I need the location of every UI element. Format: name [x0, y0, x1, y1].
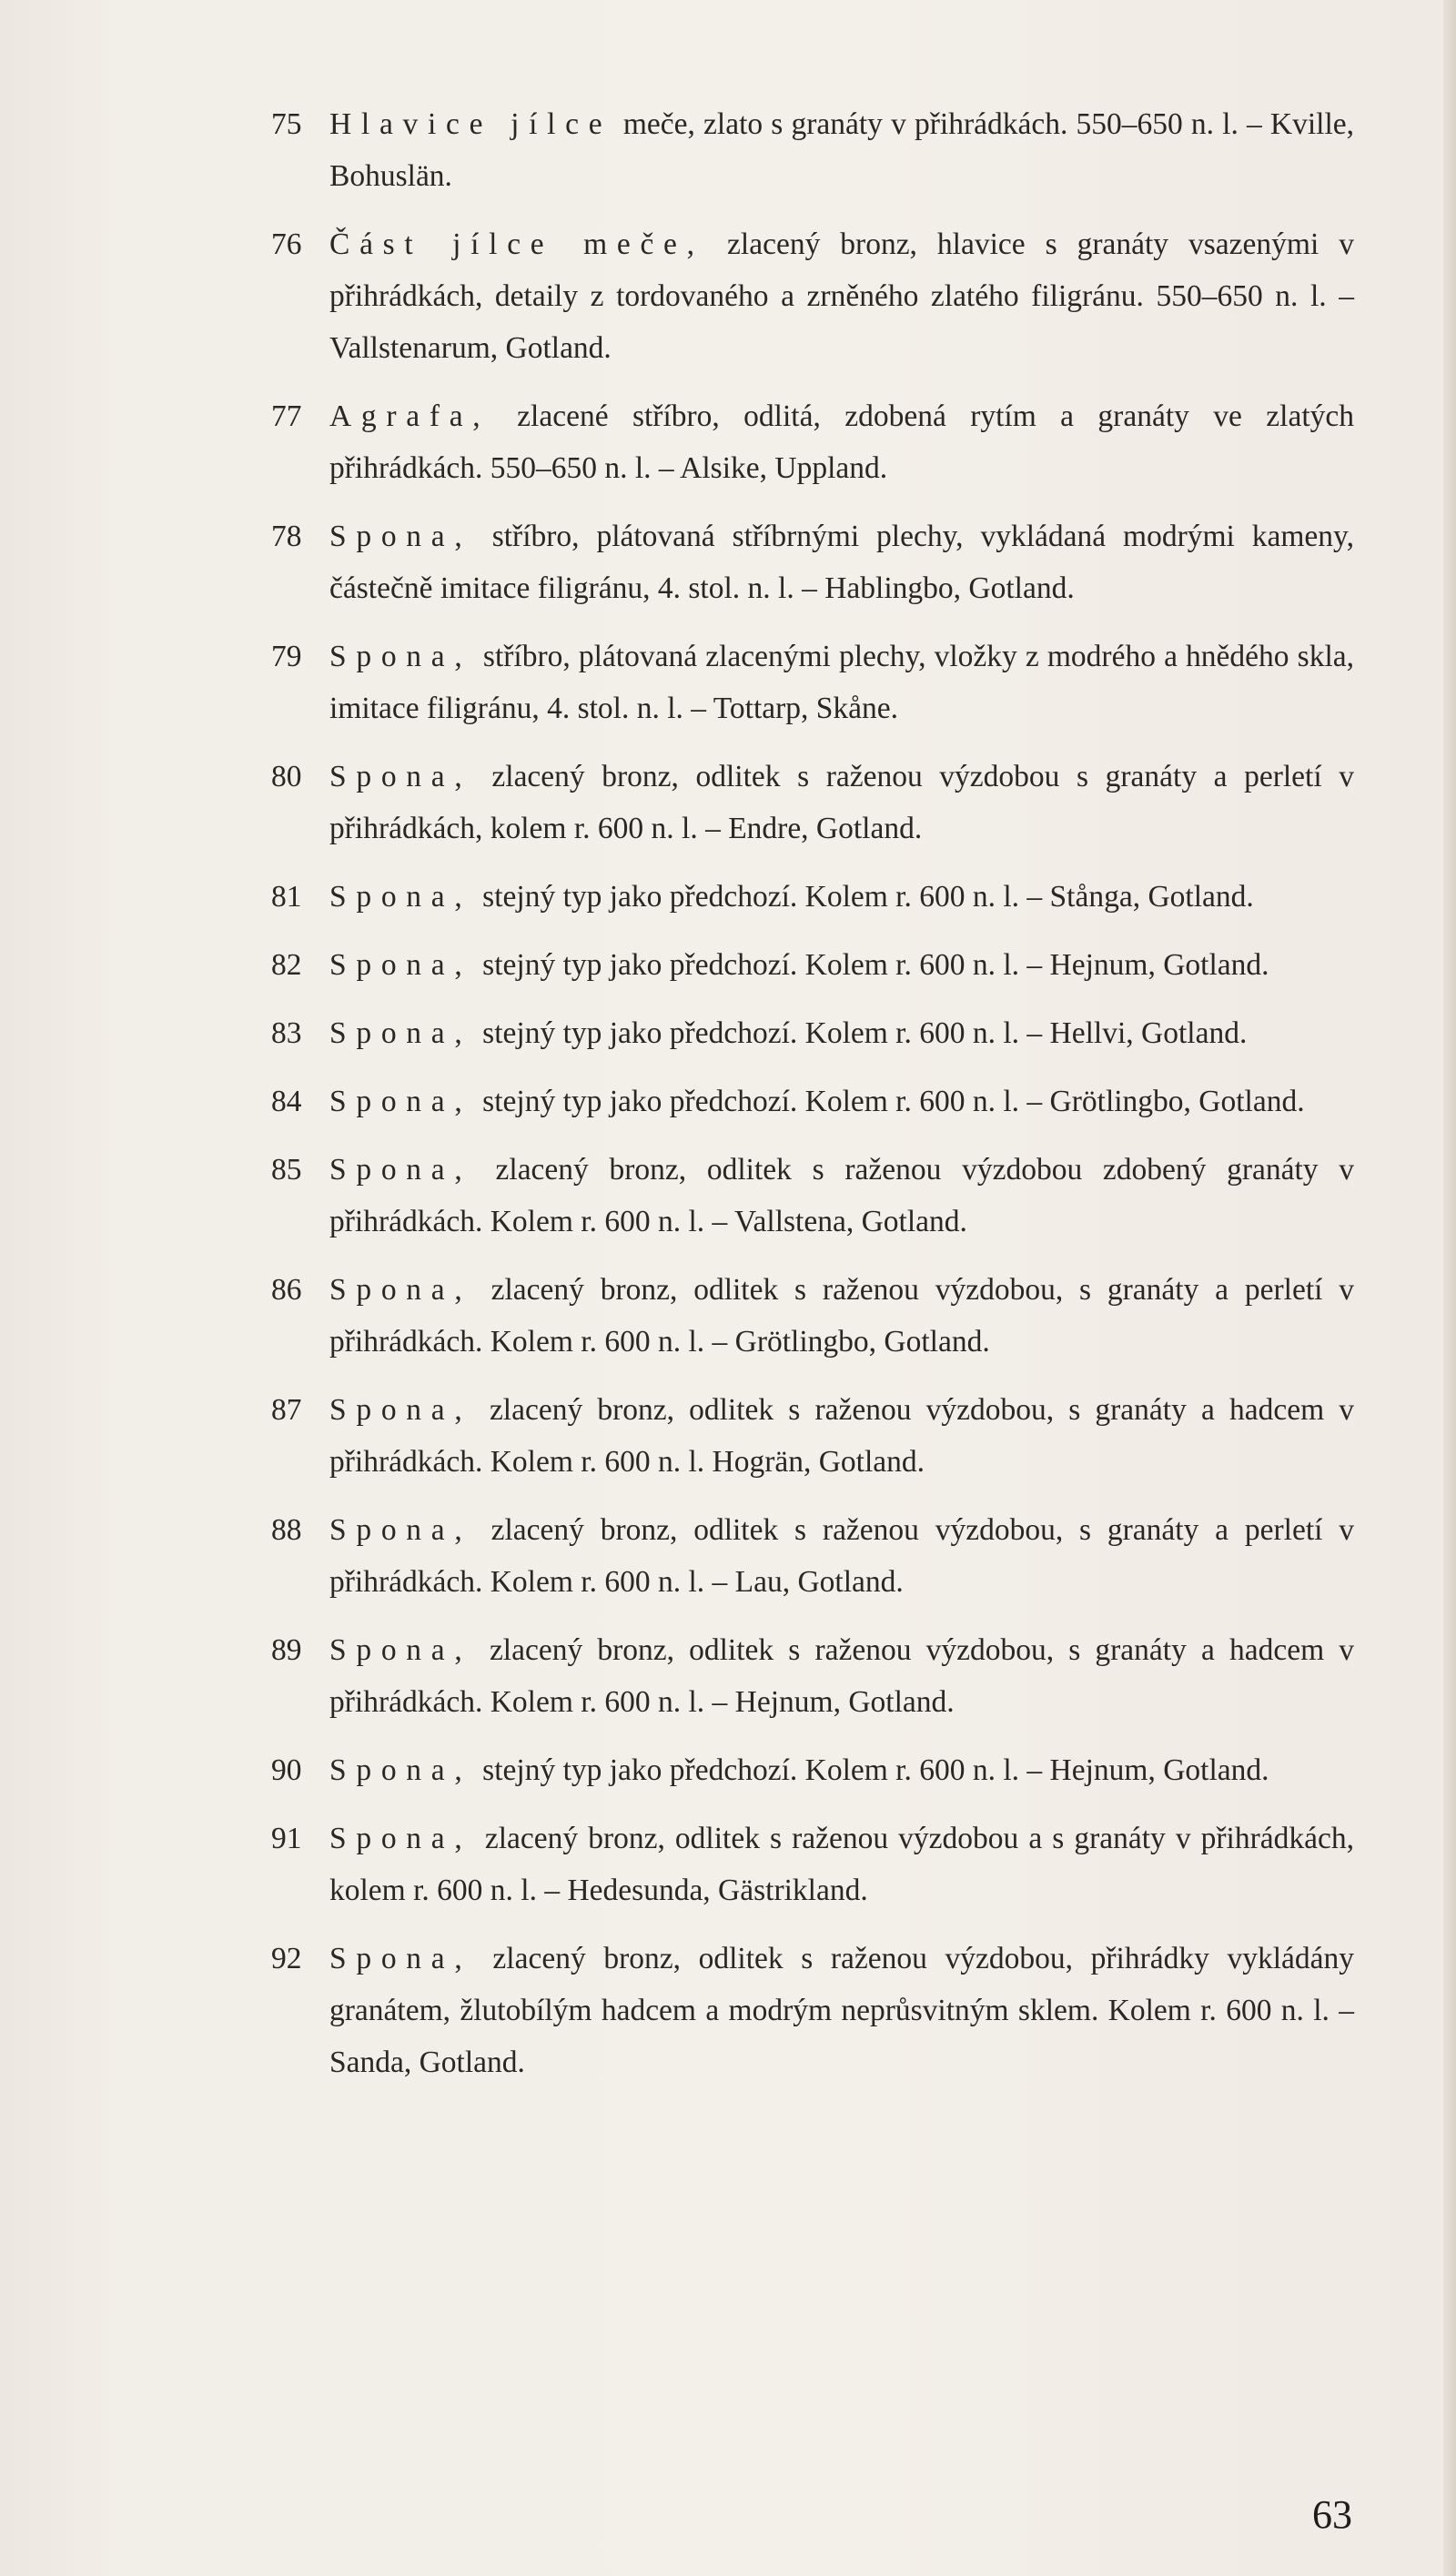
- entry-number: 78: [271, 520, 302, 553]
- page-number: 63: [1312, 2492, 1352, 2537]
- entry-text: zlacený bronz, odlitek s raženou výzdobou, s granáty a hadcem v přihrádkách. Kolem r. 600 n. l. Hogrän, Gotland.: [329, 1393, 1355, 1479]
- entry-term: Spona,: [329, 520, 472, 553]
- entry-term: Spona,: [329, 1822, 472, 1855]
- catalog-entry-82: [271, 939, 1354, 991]
- entry-body: [271, 1504, 1354, 1608]
- entry-text: zlacený bronz, odlitek s raženou výzdobou, přihrádky vykládány granátem, žlutobílým hadcem a modrým neprůsvitným sklem. Kolem r. 600 n. l. – Sanda, Gotland.: [329, 1942, 1355, 2079]
- entry-body: [271, 1744, 1354, 1796]
- catalog-entry-91: [271, 1813, 1354, 1916]
- entry-body: [271, 1144, 1354, 1248]
- entry-body: [271, 1264, 1354, 1368]
- entry-number: 83: [271, 1016, 302, 1050]
- entry-term: Spona,: [329, 1633, 472, 1667]
- catalog-entry-75: [271, 98, 1354, 202]
- entry-term: Spona,: [329, 1753, 472, 1787]
- entry-body: [271, 218, 1354, 374]
- entry-text: stejný typ jako předchozí. Kolem r. 600 n. l. – Hejnum, Gotland.: [482, 948, 1269, 982]
- entry-term: Spona,: [329, 948, 472, 982]
- entry-number: 84: [271, 1085, 302, 1118]
- entry-body: [271, 871, 1354, 923]
- entry-term: Spona,: [329, 640, 472, 673]
- entry-text: stejný typ jako předchozí. Kolem r. 600 n. l. – Grötlingbo, Gotland.: [482, 1085, 1305, 1118]
- entry-text: stejný typ jako předchozí. Kolem r. 600 n. l. – Hellvi, Gotland.: [482, 1016, 1248, 1050]
- entry-number: 91: [271, 1822, 302, 1855]
- catalog-entry-83: [271, 1007, 1354, 1059]
- entry-body: [271, 1076, 1354, 1127]
- entry-number: 88: [271, 1513, 302, 1547]
- entry-text: zlacený bronz, odlitek s raženou výzdobou zdobený granáty v přihrádkách. Kolem r. 600 n. l. – Vallstena, Gotland.: [329, 1153, 1354, 1238]
- page-edge: [1443, 0, 1456, 2576]
- entry-number: 86: [271, 1273, 302, 1307]
- entry-number: 81: [271, 880, 302, 914]
- catalog-entry-84: [271, 1076, 1354, 1127]
- entry-text: stejný typ jako předchozí. Kolem r. 600 n. l. – Stånga, Gotland.: [482, 880, 1254, 914]
- entry-body: [271, 1384, 1354, 1488]
- entry-term: Spona,: [329, 1153, 472, 1187]
- catalog-entry-85: [271, 1144, 1354, 1248]
- entry-term: Část jílce meče,: [329, 227, 704, 261]
- catalog-entry-87: [271, 1384, 1354, 1488]
- entry-number: 92: [271, 1942, 302, 1975]
- entry-term: Spona,: [329, 1273, 472, 1307]
- catalog-entry-86: [271, 1264, 1354, 1368]
- catalog-entry-77: [271, 390, 1354, 494]
- entry-body: [271, 510, 1354, 614]
- entry-number: 89: [271, 1633, 302, 1667]
- entry-body: [271, 390, 1354, 494]
- catalog-entry-80: [271, 751, 1354, 854]
- entry-body: [271, 631, 1354, 734]
- entry-number: 76: [271, 227, 302, 261]
- catalog-entry-90: [271, 1744, 1354, 1796]
- entry-body: [271, 98, 1354, 202]
- catalog-entry-76: [271, 218, 1354, 374]
- entry-body: [271, 1624, 1354, 1728]
- entry-term: Spona,: [329, 1393, 472, 1427]
- entry-body: [271, 1813, 1354, 1916]
- catalog-entry-79: [271, 631, 1354, 734]
- entry-body: [271, 939, 1354, 991]
- entry-number: 79: [271, 640, 302, 673]
- entry-body: [271, 751, 1354, 854]
- catalog-entry-81: [271, 871, 1354, 923]
- entry-term: Hlavice jílce: [329, 107, 612, 141]
- entry-term: Spona,: [329, 1513, 472, 1547]
- entry-body: [271, 1933, 1354, 2088]
- entry-number: 77: [271, 399, 302, 433]
- entry-text: zlacený bronz, odlitek s raženou výzdobou a s granáty v přihrádkách, kolem r. 600 n. l. – Hedesunda, Gästrikland.: [329, 1822, 1354, 1907]
- entry-text: zlacený bronz, odlitek s raženou výzdobou, s granáty a perletí v přihrádkách. Kolem r. 600 n. l. – Grötlingbo, Gotland.: [329, 1273, 1354, 1359]
- catalog-entry-89: [271, 1624, 1354, 1728]
- catalog-list: [271, 98, 1354, 2105]
- entry-body: [271, 1007, 1354, 1059]
- catalog-entry-92: [271, 1933, 1354, 2088]
- entry-text: zlacený bronz, hlavice s granáty vsazenými v přihrádkách, detaily z tordovaného a zrněného zlatého filigránu. 550–650 n. l. – Vallstenarum, Gotland.: [329, 227, 1354, 365]
- entry-term: Spona,: [329, 1016, 472, 1050]
- entry-text: stříbro, plátovaná stříbrnými plechy, vykládaná modrými kameny, částečně imitace filigránu, 4. stol. n. l. – Hablingbo, Gotland.: [329, 520, 1354, 605]
- entry-term: Spona,: [329, 1085, 472, 1118]
- entry-text: zlacené stříbro, odlitá, zdobená rytím a granáty ve zlatých přihrádkách. 550–650 n. l. – Alsike, Uppland.: [329, 399, 1354, 485]
- entry-text: zlacený bronz, odlitek s raženou výzdobou, s granáty a hadcem v přihrádkách. Kolem r. 600 n. l. – Hejnum, Gotland.: [329, 1633, 1355, 1719]
- entry-text: stejný typ jako předchozí. Kolem r. 600 n. l. – Hejnum, Gotland.: [482, 1753, 1269, 1787]
- entry-text: stříbro, plátovaná zlacenými plechy, vložky z modrého a hnědého skla, imitace filigránu, 4. stol. n. l. – Tottarp, Skåne.: [329, 640, 1355, 725]
- entry-text: meče, zlato s granáty v přihrádkách. 550–650 n. l. – Kville, Bohuslän.: [329, 107, 1355, 193]
- entry-number: 90: [271, 1753, 302, 1787]
- catalog-entry-78: [271, 510, 1354, 614]
- entry-term: Spona,: [329, 760, 472, 793]
- entry-text: zlacený bronz, odlitek s raženou výzdobou, s granáty a perletí v přihrádkách. Kolem r. 600 n. l. – Lau, Gotland.: [329, 1513, 1354, 1599]
- entry-term: Agrafa,: [329, 399, 490, 433]
- entry-number: 82: [271, 948, 302, 982]
- entry-term: Spona,: [329, 880, 472, 914]
- entry-number: 75: [271, 107, 302, 141]
- entry-number: 87: [271, 1393, 302, 1427]
- entry-number: 85: [271, 1153, 302, 1187]
- entry-number: 80: [271, 760, 302, 793]
- catalog-entry-88: [271, 1504, 1354, 1608]
- entry-text: zlacený bronz, odlitek s raženou výzdobou s granáty a perletí v přihrádkách, kolem r. 600 n. l. – Endre, Gotland.: [329, 760, 1355, 845]
- entry-term: Spona,: [329, 1942, 472, 1975]
